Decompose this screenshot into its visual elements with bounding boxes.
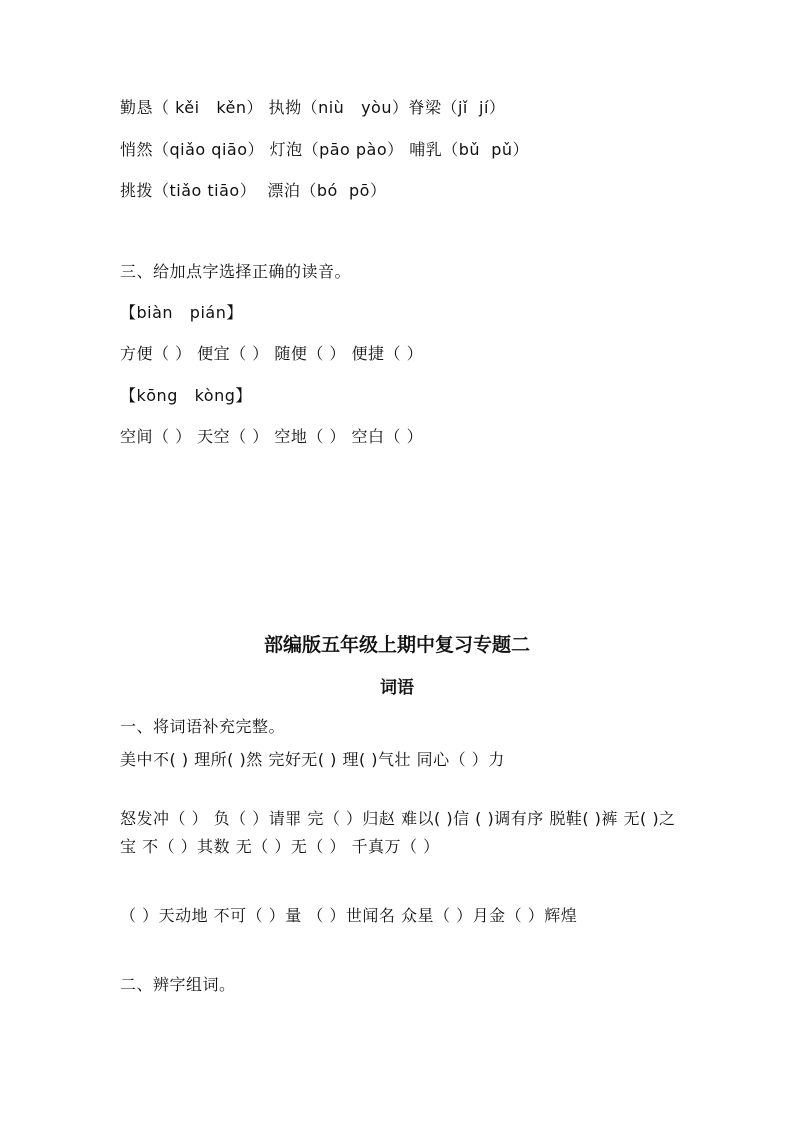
- page-subtitle: 词语: [380, 678, 414, 698]
- page-title: 部编版五年级上期中复习专题二: [263, 634, 530, 656]
- section2-heading: 二、辨字组词。: [120, 975, 236, 994]
- pinyin-line-3: 挑拨（tiǎo tiāo） 漂泊（bó pō）: [120, 181, 387, 200]
- group2-label: 【kōng kòng】: [120, 386, 252, 405]
- fill-in-paragraph-2: 怒发冲（ ） 负（ ）请罪 完（ ）归赵 难以( )信 ( )调有序 脱鞋( )裤 无( )之宝 不（ ）其数 无（ ）无（ ） 千真万（ ）: [120, 809, 676, 856]
- section3-heading: 三、给加点字选择正确的读音。: [120, 262, 352, 281]
- group1-label: 【biàn pián】: [120, 303, 243, 322]
- pinyin-line-1: 勤恳（ kěi kěn） 执拗（niù yòu）脊梁（jǐ jí）: [120, 98, 506, 117]
- group2-words: 空间（ ） 天空（ ） 空地（ ） 空白（ ）: [120, 427, 424, 446]
- pinyin-line-2: 悄然（qiǎo qiāo） 灯泡（pāo pào） 哺乳（bǔ pǔ）: [120, 140, 530, 159]
- fill-in-paragraph-3: （ ）天动地 不可（ ）量 （ ）世闻名 众星（ ）月金（ ）辉煌: [120, 906, 578, 925]
- fill-in-paragraph-1: 美中不( ) 理所( )然 完好无( ) 理( )气壮 同心（ ）力: [120, 750, 505, 769]
- group1-words: 方便（ ） 便宜（ ） 随便（ ） 便捷（ ）: [120, 344, 424, 363]
- section1-heading: 一、将词语补充完整。: [120, 717, 286, 736]
